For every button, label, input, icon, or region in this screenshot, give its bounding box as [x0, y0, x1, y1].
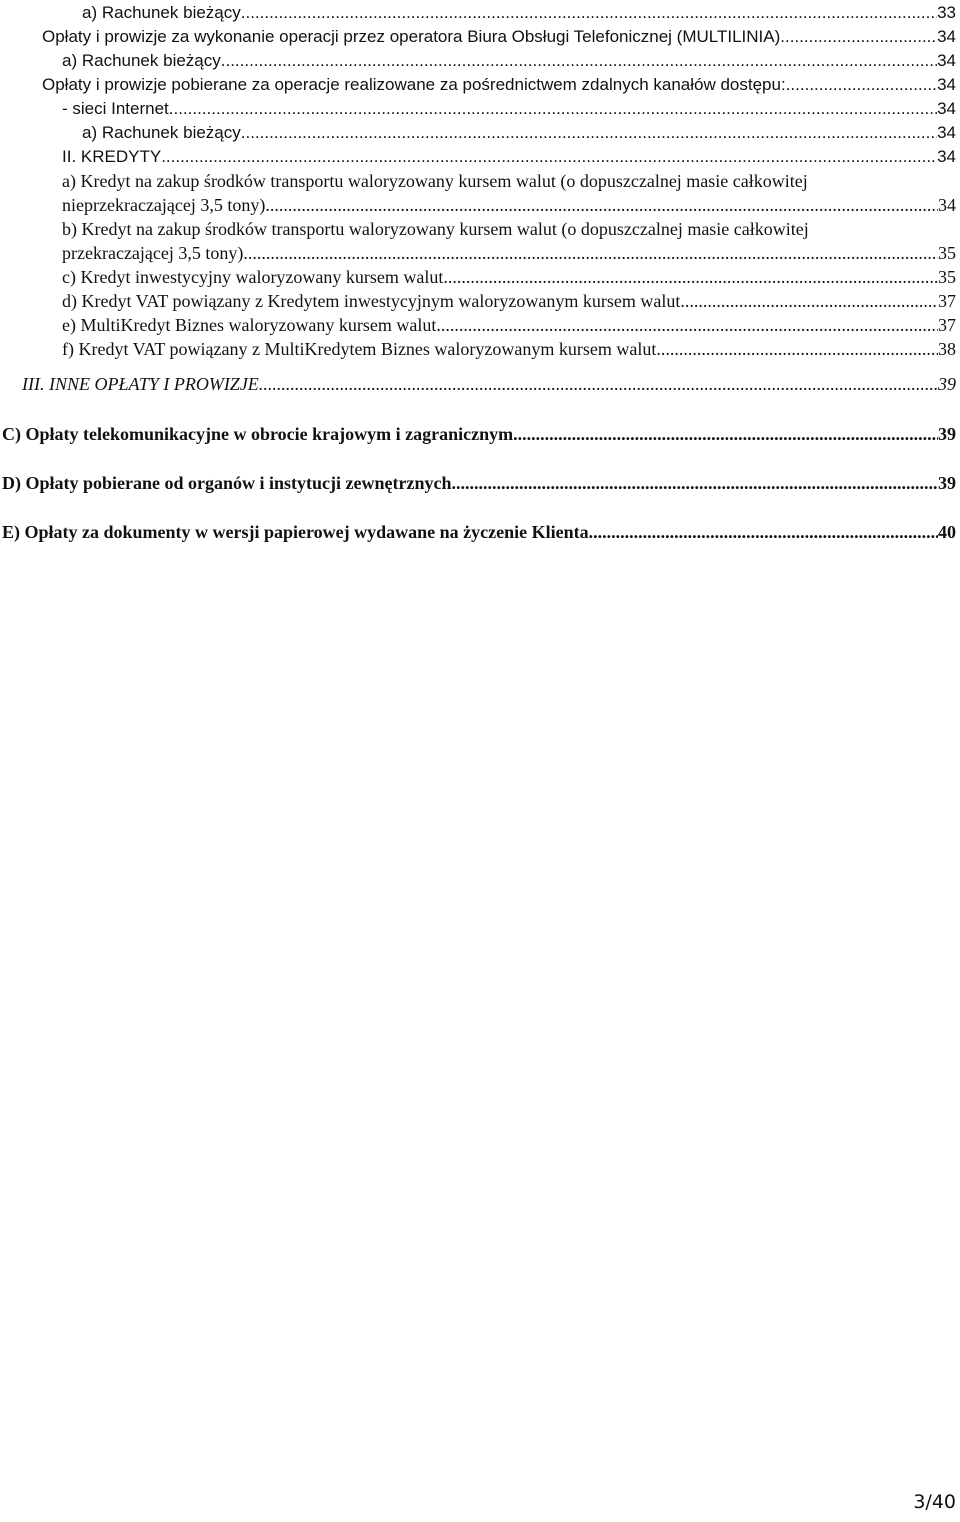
toc-entry-text: a) Rachunek bieżący — [82, 123, 241, 142]
dot-leader — [780, 26, 937, 48]
toc-entry-page: 39 — [938, 473, 956, 493]
dot-leader — [656, 338, 938, 360]
toc-entry-text: e) MultiKredyt Biznes waloryzowany kursem walut — [62, 315, 437, 335]
page-number: 3/40 — [913, 1491, 956, 1513]
dot-leader — [161, 146, 937, 168]
toc-entry-text: C) Opłaty telekomunikacyjne w obrocie krajowym i zagranicznym — [2, 424, 514, 444]
toc-entry-page: 37 — [938, 315, 956, 335]
toc-entry[interactable] — [2, 472, 956, 494]
toc-entry-text: E) Opłaty za dokumenty w wersji papierowej wydawane na życzenie Klienta — [2, 522, 589, 542]
toc-entry-page: 35 — [938, 267, 956, 287]
toc-entry[interactable] — [2, 423, 956, 445]
dot-leader — [241, 122, 937, 144]
dot-leader — [169, 98, 937, 120]
dot-leader — [241, 2, 937, 24]
toc-entry[interactable] — [62, 194, 956, 216]
toc-entry-page: 34 — [937, 51, 956, 70]
dot-leader — [589, 521, 938, 543]
toc-entry[interactable] — [62, 338, 956, 360]
toc-entry-text: f) Kredyt VAT powiązany z MultiKredytem Biznes waloryzowanym kursem walut — [62, 339, 657, 359]
toc-entry[interactable] — [62, 98, 956, 120]
dot-leader — [436, 314, 938, 336]
toc-entry-text: Opłaty i prowizje za wykonanie operacji przez operatora Biura Obsługi Telefonicznej (MULTILINIA) — [42, 27, 781, 46]
dot-leader — [786, 74, 937, 96]
toc-entry-text: II. KREDYTY — [62, 147, 162, 166]
toc-entry[interactable] — [82, 2, 956, 24]
toc-entry-page: 33 — [937, 3, 956, 22]
toc-entry-page: 34 — [937, 147, 956, 166]
toc-entry[interactable] — [22, 373, 956, 395]
toc-entry-text: przekraczającej 3,5 tony) — [62, 243, 244, 263]
toc-entry[interactable] — [62, 242, 956, 264]
toc-entry-page: 39 — [938, 424, 956, 444]
toc-entry-text: c) Kredyt inwestycyjny waloryzowany kursem walut — [62, 267, 444, 287]
toc-entry-page: 39 — [938, 374, 956, 394]
dot-leader — [680, 290, 938, 312]
toc-entry-text: III. INNE OPŁATY I PROWIZJE — [22, 374, 259, 394]
toc-entry-text: nieprzekraczającej 3,5 tony) — [62, 195, 266, 215]
toc-entry-first-line: a) Kredyt na zakup środków transportu waloryzowany kursem walut (o dopuszczalnej masie całkowitej — [62, 171, 808, 191]
dot-leader — [243, 242, 938, 264]
toc-entry-page: 35 — [938, 243, 956, 263]
toc-entry[interactable] — [42, 74, 956, 96]
toc-entry-page: 34 — [937, 123, 956, 142]
toc-entry-text: D) Opłaty pobierane od organów i instytucji zewnętrznych — [2, 473, 452, 493]
toc-entry-page: 38 — [938, 339, 956, 359]
toc-entry-page: 34 — [937, 27, 956, 46]
dot-leader — [513, 423, 938, 445]
toc-entry[interactable] — [42, 26, 956, 48]
toc-entry[interactable] — [62, 266, 956, 288]
toc-entry[interactable] — [62, 314, 956, 336]
toc-entry-page: 34 — [937, 75, 956, 94]
toc-entry-text: d) Kredyt VAT powiązany z Kredytem inwestycyjnym waloryzowanym kursem walut — [62, 291, 681, 311]
dot-leader — [265, 194, 938, 216]
toc-entry-text: Opłaty i prowizje pobierane za operacje realizowane za pośrednictwem zdalnych kanałów dostępu: — [42, 75, 786, 94]
toc-entry-text: a) Rachunek bieżący — [82, 3, 241, 22]
toc-entry-page: 34 — [937, 99, 956, 118]
toc-entry[interactable] — [2, 521, 956, 543]
toc-entry[interactable] — [82, 122, 956, 144]
toc-entry-text: - sieci Internet — [62, 99, 169, 118]
toc-entry-page: 34 — [938, 195, 956, 215]
dot-leader — [259, 373, 938, 395]
dot-leader — [451, 472, 938, 494]
toc-entry-first-line: b) Kredyt na zakup środków transportu waloryzowany kursem walut (o dopuszczalnej masie całkowitej — [62, 219, 809, 239]
toc-entry-page: 40 — [938, 522, 956, 542]
toc-entry[interactable] — [62, 290, 956, 312]
dot-leader — [443, 266, 938, 288]
toc-entry[interactable] — [62, 50, 956, 72]
toc-entry-text: a) Rachunek bieżący — [62, 51, 221, 70]
toc-entry-page: 37 — [938, 291, 956, 311]
toc-entry[interactable] — [62, 146, 956, 168]
dot-leader — [221, 50, 937, 72]
